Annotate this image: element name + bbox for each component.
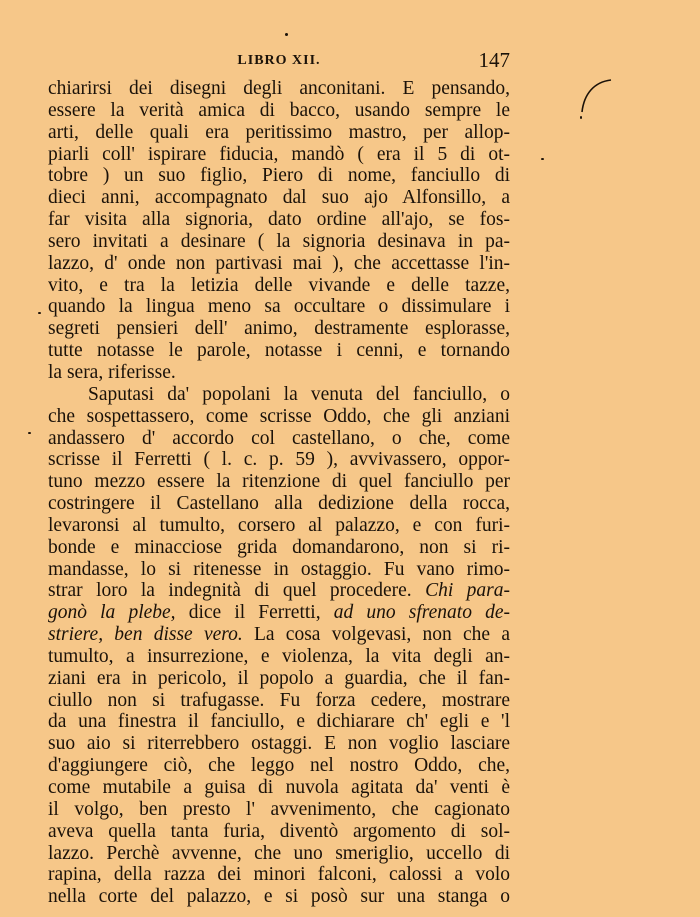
text-line: sero invitati a desinare ( la signoria desinava in pa- [48, 230, 510, 252]
text-line: suo aio si riterrebbero ostaggi. E non voglio lasciare [48, 733, 510, 755]
text-line: arti, delle quali era peritissimo mastro, per allop- [48, 121, 510, 143]
text-line: tobre ) un suo figlio, Piero di nome, fanciullo di [48, 165, 510, 187]
text-line: Saputasi da' popolani la venuta del fanciullo, o [88, 383, 510, 405]
margin-speck [38, 312, 41, 314]
text-line: mandasse, lo si ritenesse in ostaggio. Fu vano rimo- [48, 558, 510, 580]
text-line: aveva quella tanta furia, diventò argomento di sol- [48, 820, 510, 842]
page-number: 147 [478, 48, 510, 72]
text-line: strar loro la indegnità di quel procedere. Chi para- [48, 580, 510, 602]
text-line: vito, e tra la letizia delle vivande e delle tazze, [48, 274, 510, 296]
text-line: da una finestra il fanciullo, e dichiarare ch' egli e 'l [48, 711, 510, 733]
running-head: LIBRO XII. [237, 53, 321, 68]
text-line: ciullo non si trafugasse. Fu forza cedere, mostrare [48, 689, 510, 711]
text-line: il volgo, ben presto l' avvenimento, che cagionato [48, 798, 510, 820]
margin-pen-mark [578, 76, 614, 116]
text-line: come mutabile a guisa di nuvola agitata da' venti è [48, 777, 510, 798]
text-line: che sospettassero, come scrisse Oddo, che gli anziani [48, 405, 510, 427]
text-line: far visita alla signoria, dato ordine all'ajo, se fos- [48, 209, 510, 231]
text-line: essere la verità amica di bacco, usando sempre le [48, 99, 510, 121]
text-line: la sera, riferisse. [48, 361, 176, 383]
page-header [48, 50, 510, 74]
text-line: bonde e minacciose grida domandarono, non si ri- [48, 536, 510, 558]
text-line: quando la lingua meno sa occultare o dissimulare i [48, 296, 510, 318]
text-line: tumulto, a insurrezione, e violenza, la vita degli an- [48, 645, 510, 667]
text-line: tuno mezzo essere la ritenzione di quel fanciullo per [48, 471, 510, 493]
text-line: chiarirsi dei disegni degli anconitani. E pensando, [48, 78, 510, 99]
text-line: levaronsi al tumulto, corsero al palazzo, e con furi- [48, 514, 510, 536]
margin-speck [541, 158, 544, 160]
margin-speck [580, 116, 582, 119]
text-line: piarli coll' ispirare fiducia, mandò ( era il 5 di ot- [48, 143, 510, 165]
text-line: lazzo. Perchè avvenne, che uno smeriglio, uccello di [48, 842, 510, 864]
text-line: segreti pensieri dell' animo, destramente esplorasse, [48, 318, 510, 340]
text-line: nella corte del palazzo, e si posò sur una stanga o [48, 886, 510, 908]
text-line: rapina, della razza dei minori falconi, calossi a volo [48, 864, 510, 886]
body-text [48, 78, 510, 908]
text-line: tutte notasse le parole, notasse i cenni, e tornando [48, 340, 510, 362]
text-line: gonò la plebe, dice il Ferretti, ad uno sfrenato de- [48, 602, 510, 624]
margin-speck [285, 33, 288, 36]
text-line: striere, ben disse vero. La cosa volgevasi, non che a [48, 624, 510, 646]
text-line: dieci anni, accompagnato dal suo ajo Alfonsillo, a [48, 187, 510, 209]
text-line: ziani era in pericolo, il popolo a guardia, che il fan- [48, 667, 510, 689]
text-line: andassero d' accordo col castellano, o che, come [48, 427, 510, 449]
text-line: d'aggiungere ciò, che leggo nel nostro Oddo, che, [48, 755, 510, 777]
text-line: costringere il Castellano alla dedizione della rocca, [48, 493, 510, 515]
text-line: lazzo, d' onde non partivasi mai ), che accettasse l'in- [48, 252, 510, 274]
text-line: scrisse il Ferretti ( l. c. p. 59 ), avvivassero, oppor- [48, 449, 510, 471]
margin-speck [28, 432, 31, 434]
